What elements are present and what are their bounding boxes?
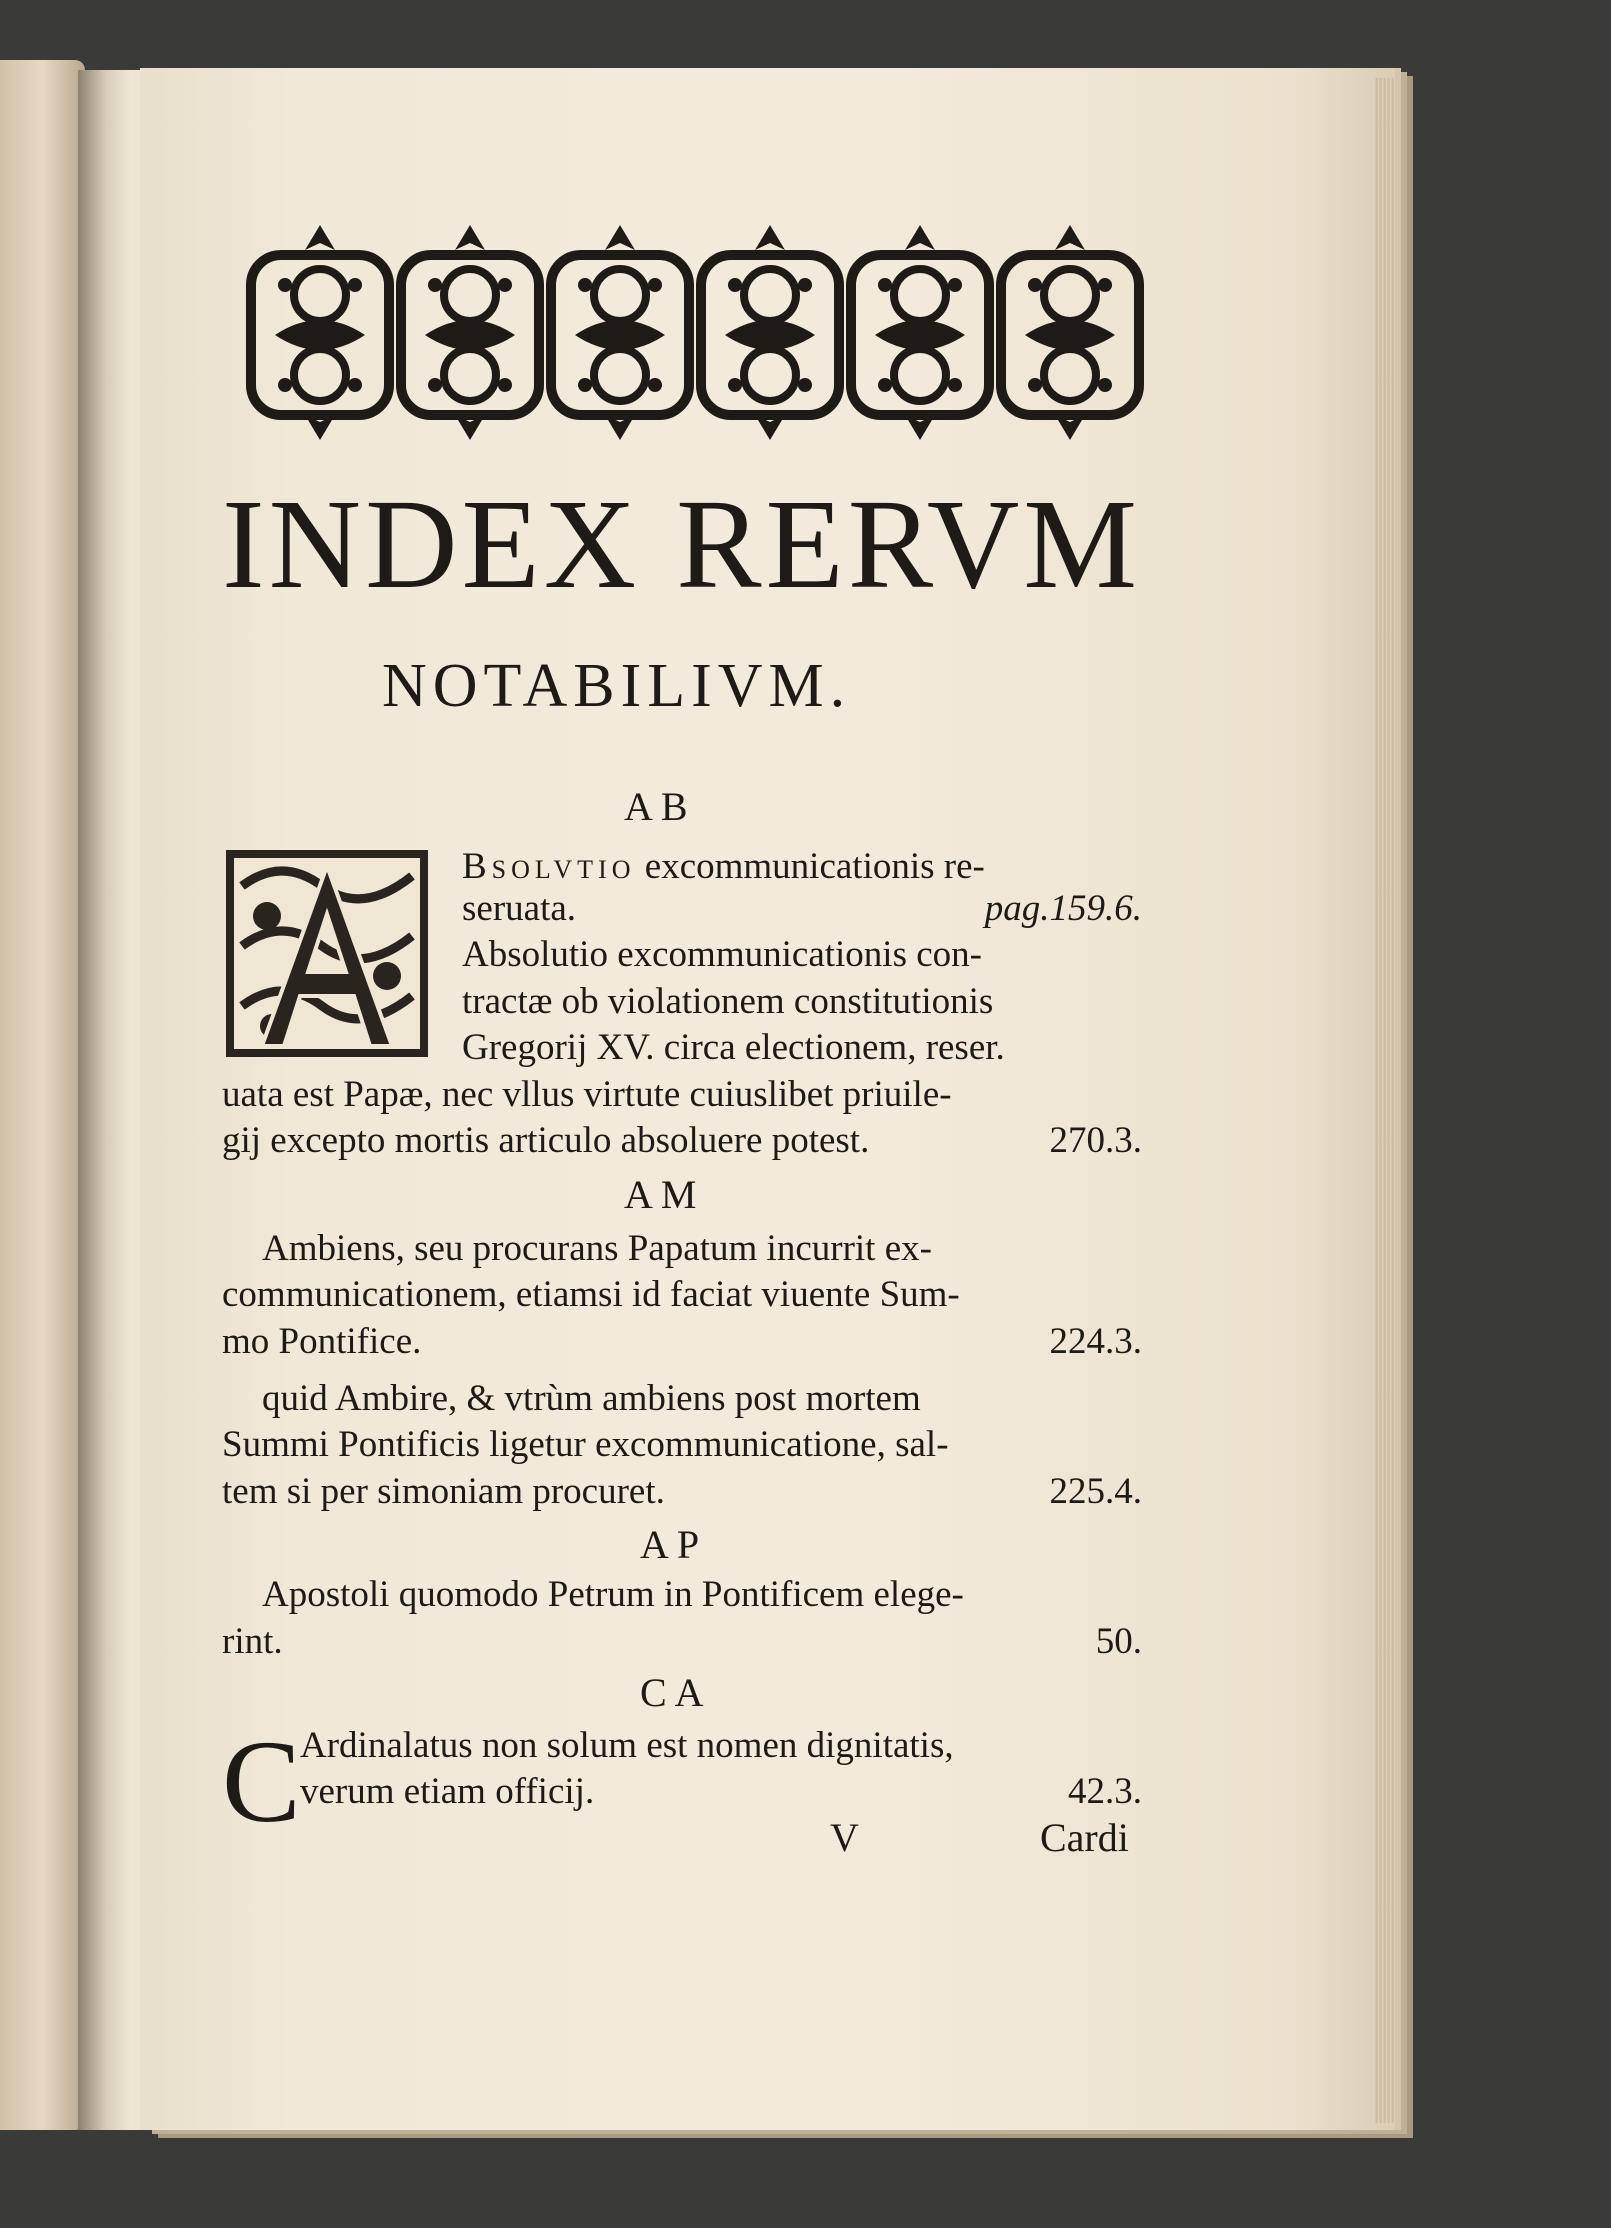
- entry-ambire-text-3: tem si per simoniam procuret.: [222, 1471, 665, 1512]
- entry-absolutio-lead-word: Bsolvtio: [462, 846, 636, 887]
- entry-absolutio2-line-3: Gregorij XV. circa electionem, reser.: [462, 1027, 1005, 1068]
- section-heading-am: AM: [624, 1172, 705, 1217]
- entry-apostoli-text-2: rint.: [222, 1621, 283, 1662]
- entry-absolutio-page-ref: pag.159.6.: [984, 888, 1142, 929]
- catchword: Cardi: [1040, 1815, 1129, 1860]
- signature-mark: V: [830, 1815, 859, 1860]
- entry-absolutio2-page-ref: 270.3.: [1049, 1120, 1142, 1161]
- entry-ambire-line-2: Summi Pontificis ligetur excommunicatione, sal-: [222, 1424, 949, 1465]
- initial-c: C: [222, 1716, 301, 1847]
- entry-cardinalatus-line-1: Ardinalatus non solum est nomen dignitatis,: [300, 1725, 954, 1766]
- entry-cardinalatus-page-ref: 42.3.: [1068, 1771, 1142, 1812]
- book-gutter: [78, 70, 148, 2130]
- entry-absolutio2-text-5: gij excepto mortis articulo absoluere potest.: [222, 1120, 870, 1161]
- entry-absolutio-line-1: [462, 848, 1142, 885]
- ornamental-headpiece: [245, 225, 1145, 440]
- decorated-initial-a: [222, 846, 432, 1061]
- entry-ambire-line-1: quid Ambire, & vtrùm ambiens post mortem: [262, 1378, 921, 1419]
- entry-ambire-page-ref: 225.4.: [1049, 1471, 1142, 1512]
- entry-ambiens-line-1: Ambiens, seu procurans Papatum incurrit ex-: [262, 1228, 932, 1269]
- section-heading-ca: CA: [640, 1670, 712, 1715]
- entry-ambiens-page-ref: 224.3.: [1049, 1321, 1142, 1362]
- entry-absolutio-text-2: seruata.: [462, 888, 577, 929]
- entry-apostoli-page-ref: 50.: [1095, 1621, 1142, 1662]
- entry-absolutio-line-2: [462, 890, 1142, 927]
- entry-ambire-line-3: [222, 1473, 1142, 1510]
- entry-ambiens-text-3: mo Pontifice.: [222, 1321, 422, 1362]
- entry-ambiens-line-3: [222, 1323, 1142, 1360]
- section-heading-ab: AB: [624, 784, 696, 829]
- entry-absolutio2-line-5: [222, 1122, 1142, 1159]
- page-subtitle: NOTABILIVM.: [382, 652, 852, 720]
- page-title: INDEX RERVM: [222, 473, 1142, 615]
- entry-apostoli-line-1: Apostoli quomodo Petrum in Pontificem elege-: [262, 1574, 964, 1615]
- section-heading-ap: AP: [640, 1522, 708, 1567]
- entry-absolutio-text-1: excommunicationis re-: [644, 846, 985, 887]
- page-fore-edge: [1375, 78, 1395, 2123]
- entry-cardinalatus-text-2: verum etiam officij.: [300, 1771, 595, 1812]
- entry-ambiens-line-2: communicationem, etiamsi id faciat viuente Sum-: [222, 1274, 960, 1315]
- left-page-edge: [0, 60, 85, 2130]
- entry-cardinalatus-line-2: [300, 1773, 1142, 1810]
- entry-absolutio2-line-2: tractæ ob violationem constitutionis: [462, 981, 994, 1022]
- entry-apostoli-line-2: [222, 1623, 1142, 1660]
- entry-absolutio2-line-4: uata est Papæ, nec vllus virtute cuiuslibet priuile-: [222, 1074, 952, 1115]
- entry-absolutio2-line-1: Absolutio excommunicationis con-: [462, 934, 982, 975]
